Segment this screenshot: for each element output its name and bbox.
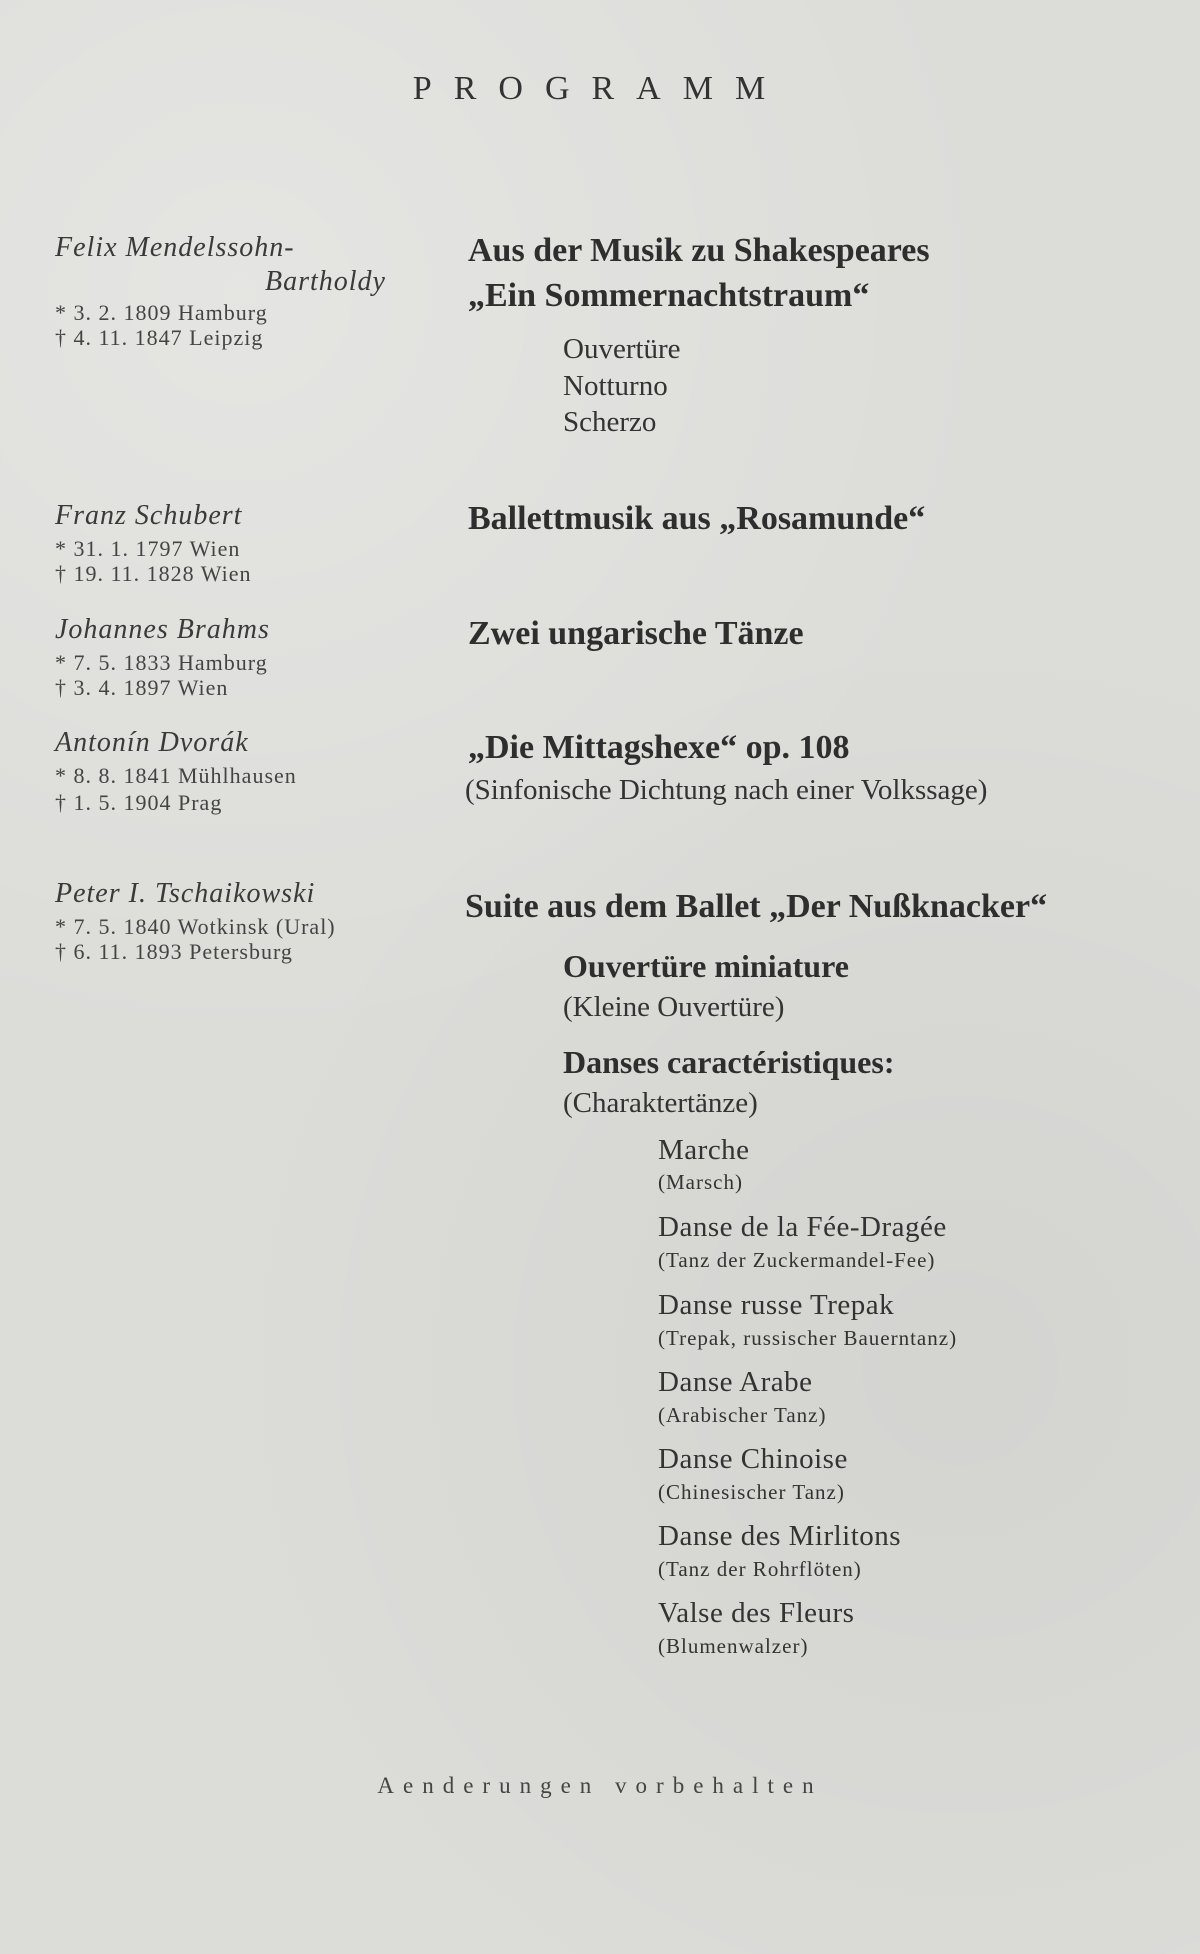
suite-part-subtitle: (Charaktertänze) — [563, 1087, 758, 1119]
work-title: Zwei ungarische Tänze — [468, 615, 804, 652]
movement: Notturno — [563, 370, 668, 402]
composer-died: † 3. 4. 1897 Wien — [55, 675, 229, 700]
dance-subtitle: (Chinesischer Tanz) — [658, 1480, 845, 1504]
movement: Scherzo — [563, 406, 657, 438]
composer-name: Felix Mendelssohn- — [55, 232, 295, 263]
composer-born: * 7. 5. 1840 Wotkinsk (Ural) — [55, 914, 336, 939]
composer-born: * 7. 5. 1833 Hamburg — [55, 650, 268, 675]
work-subtitle: (Sinfonische Dichtung nach einer Volkssage) — [465, 774, 988, 806]
dance-title: Danse de la Fée-Dragée — [658, 1211, 947, 1243]
dance-subtitle: (Blumenwalzer) — [658, 1634, 809, 1658]
footer-note: Aenderungen vorbehalten — [377, 1773, 823, 1798]
dance-subtitle: (Marsch) — [658, 1170, 743, 1194]
dance-title: Marche — [658, 1134, 750, 1166]
composer-born: * 31. 1. 1797 Wien — [55, 536, 241, 561]
work-title: Suite aus dem Ballet „Der Nußknacker“ — [465, 888, 1048, 925]
composer-died: † 1. 5. 1904 Prag — [55, 790, 223, 815]
dance-title: Danse Arabe — [658, 1366, 813, 1398]
dance-title: Danse Chinoise — [658, 1443, 848, 1475]
work-title-cont: „Ein Sommernachtstraum“ — [468, 277, 870, 314]
composer-name-cont: Bartholdy — [265, 266, 386, 297]
dance-title: Danse des Mirlitons — [658, 1520, 902, 1552]
dance-subtitle: (Arabischer Tanz) — [658, 1403, 827, 1427]
suite-part-title: Ouvertüre miniature — [563, 948, 849, 984]
dance-subtitle: (Tanz der Rohrflöten) — [658, 1557, 862, 1581]
suite-part-title: Danses caractéristiques: — [563, 1044, 895, 1080]
composer-name: Antonín Dvorák — [55, 727, 249, 758]
dance-subtitle: (Tanz der Zuckermandel-Fee) — [658, 1248, 936, 1272]
dance-title: Danse russe Trepak — [658, 1289, 895, 1321]
composer-name: Peter I. Tschaikowski — [55, 878, 316, 909]
composer-died: † 4. 11. 1847 Leipzig — [55, 325, 264, 350]
suite-part-subtitle: (Kleine Ouvertüre) — [563, 991, 785, 1023]
movement: Ouvertüre — [563, 333, 681, 365]
dance-subtitle: (Trepak, russischer Bauerntanz) — [658, 1326, 958, 1350]
work-title: Aus der Musik zu Shakespeares — [468, 232, 930, 269]
composer-name: Johannes Brahms — [55, 614, 270, 645]
composer-died: † 6. 11. 1893 Petersburg — [55, 939, 293, 964]
composer-born: * 8. 8. 1841 Mühlhausen — [55, 763, 297, 788]
dance-title: Valse des Fleurs — [658, 1597, 855, 1629]
work-title: Ballettmusik aus „Rosamunde“ — [468, 500, 926, 537]
work-title: „Die Mittagshexe“ op. 108 — [468, 729, 850, 766]
composer-died: † 19. 11. 1828 Wien — [55, 561, 252, 586]
composer-name: Franz Schubert — [55, 500, 243, 531]
page-title: PROGRAMM — [412, 70, 788, 107]
composer-born: * 3. 2. 1809 Hamburg — [55, 300, 268, 325]
